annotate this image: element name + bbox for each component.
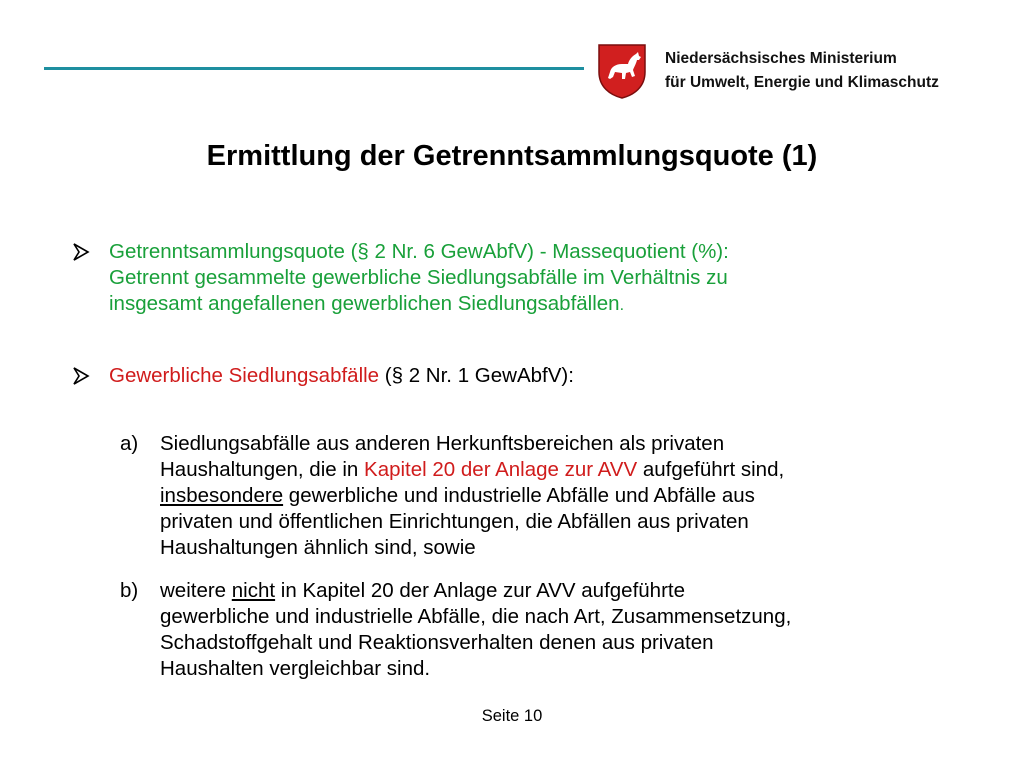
header-divider-line	[44, 67, 584, 70]
item-a-insbesondere: insbesondere	[160, 484, 284, 507]
item-a-kapitel-reference: Kapitel 20 der Anlage zur AVV	[364, 458, 638, 481]
arrow-bullet-icon	[72, 243, 90, 261]
item-b-line1-post: in Kapitel 20 der Anlage zur AVV aufgeführte	[275, 579, 685, 602]
ministry-name-line1: Niedersächsisches Ministerium	[665, 50, 897, 67]
item-b-line4: Haushalten vergleichbar sind.	[160, 657, 431, 680]
item-b-marker: b)	[120, 579, 139, 602]
item-a-line5: Haushaltungen ähnlich sind, sowie	[160, 536, 476, 559]
bullet1-line3: insgesamt angefallenen gewerblichen Siedlungsabfällen	[109, 292, 620, 315]
item-b-line3: Schadstoffgehalt und Reaktionsverhalten denen aus privaten	[160, 631, 714, 654]
page-number: Seite 10	[481, 707, 543, 725]
bullet2-highlight: Gewerbliche Siedlungsabfälle	[109, 364, 380, 387]
slide-title: Ermittlung der Getrenntsammlungsquote (1)	[206, 140, 818, 172]
item-a-line3-rest: gewerbliche und industrielle Abfälle und Abfälle aus	[283, 484, 755, 507]
arrow-bullet-icon	[72, 367, 90, 385]
item-b-line1-pre: weitere	[160, 579, 232, 602]
bullet1-line1: Getrenntsammlungsquote (§ 2 Nr. 6 GewAbfV) - Massequotient (%):	[109, 240, 729, 263]
ministry-name-line2: für Umwelt, Energie und Klimaschutz	[665, 74, 939, 91]
item-a-marker: a)	[120, 432, 139, 455]
item-b-nicht: nicht	[231, 579, 276, 602]
item-a-line2-post: aufgeführt sind,	[637, 458, 785, 481]
bullet1-line2: Getrennt gesammelte gewerbliche Siedlungsabfälle im Verhältnis zu	[109, 266, 728, 289]
item-a-line2-pre: Haushaltungen, die in	[160, 458, 365, 481]
bullet2-rest: (§ 2 Nr. 1 GewAbfV):	[379, 364, 574, 387]
item-a-line1: Siedlungsabfälle aus anderen Herkunftsbereichen als privaten	[160, 432, 725, 455]
item-a-line4: privaten und öffentlichen Einrichtungen, die Abfällen aus privaten	[160, 510, 749, 533]
bullet1-period: .	[619, 297, 625, 314]
item-b-line2: gewerbliche und industrielle Abfälle, die nach Art, Zusammensetzung,	[160, 605, 792, 628]
lower-saxony-horse-coat-of-arms-icon	[596, 42, 648, 100]
